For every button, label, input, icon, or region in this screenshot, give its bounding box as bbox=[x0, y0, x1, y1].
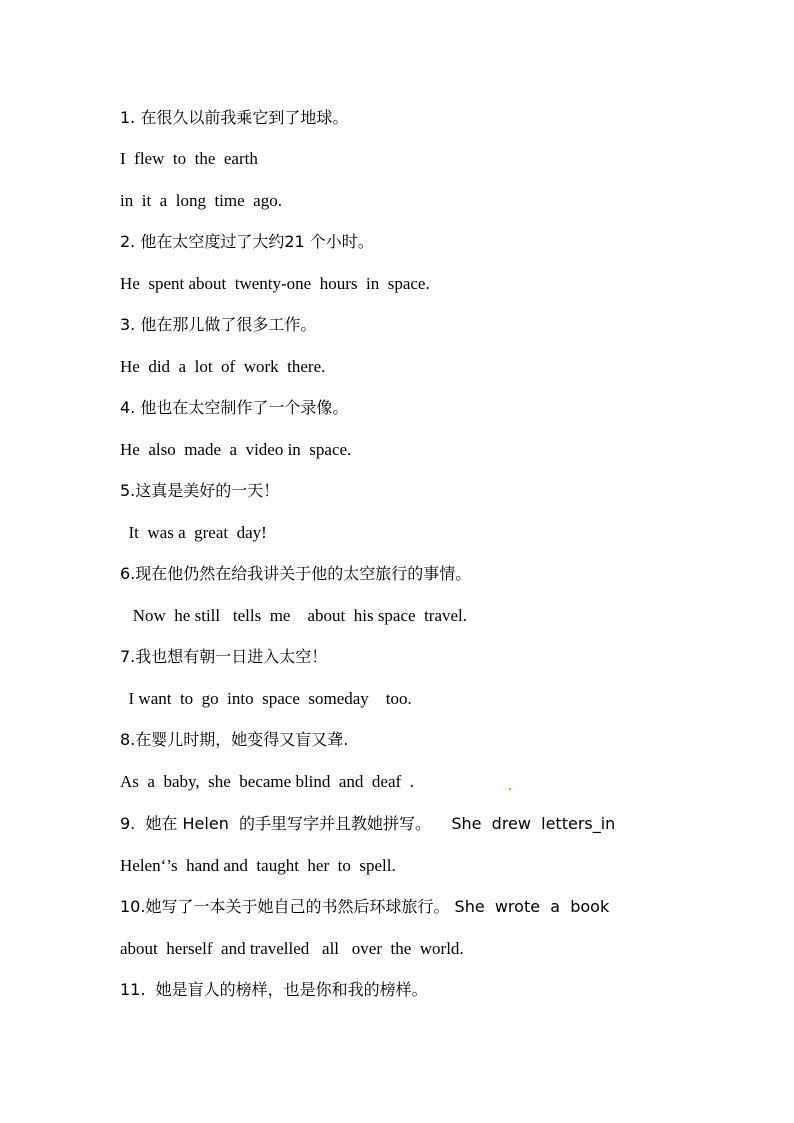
sentence-1-chinese: 1. 在很久以前我乘它到了地球。 bbox=[120, 108, 349, 127]
sentence-4-english: He also made a video in space. bbox=[120, 440, 352, 459]
sentence-10-english-continued: about herself and travelled all over the world. bbox=[120, 939, 464, 958]
sentence-7-english: I want to go into space someday too. bbox=[120, 689, 412, 708]
sentence-5-chinese: 5.这真是美好的一天！ bbox=[120, 481, 280, 500]
sentence-2-chinese: 2. 他在太空度过了大约21 个小时。 bbox=[120, 232, 374, 251]
sentence-3-english: He did a lot of work there. bbox=[120, 357, 326, 376]
sentence-1-english-part2: in it a long time ago. bbox=[120, 191, 282, 210]
sentence-10-mixed: 10.她写了一本关于她自己的书然后环球旅行。 She wrote a book bbox=[120, 897, 610, 916]
sentence-5-english: It was a great day! bbox=[120, 523, 267, 542]
sentence-8-chinese: 8.在婴儿时期，她变得又盲又聋. bbox=[120, 730, 349, 749]
sentence-3-chinese: 3. 他在那儿做了很多工作。 bbox=[120, 315, 317, 334]
sentence-2-english: He spent about twenty-one hours in space. bbox=[120, 274, 430, 293]
sentence-9-english-continued: Helen‘’s hand and taught her to spell. bbox=[120, 856, 396, 875]
sentence-1-english-part1: I flew to the earth bbox=[120, 149, 258, 168]
sentence-6-english: Now he still tells me about his space travel. bbox=[120, 606, 468, 625]
sentence-11-chinese: 11. 她是盲人的榜样，也是你和我的榜样。 bbox=[120, 980, 428, 999]
sentence-6-chinese: 6.现在他仍然在给我讲关于他的太空旅行的事情。 bbox=[120, 564, 472, 583]
sentence-7-chinese: 7.我也想有朝一日进入太空！ bbox=[120, 647, 328, 666]
sentence-8-english: As a baby, she became blind and deaf . bbox=[120, 772, 414, 791]
stray-mark bbox=[509, 788, 511, 790]
sentence-9-mixed: 9. 她在 Helen 的手里写字并且教她拼写。 She drew letters_in bbox=[120, 814, 616, 833]
sentence-4-chinese: 4. 他也在太空制作了一个录像。 bbox=[120, 398, 349, 417]
